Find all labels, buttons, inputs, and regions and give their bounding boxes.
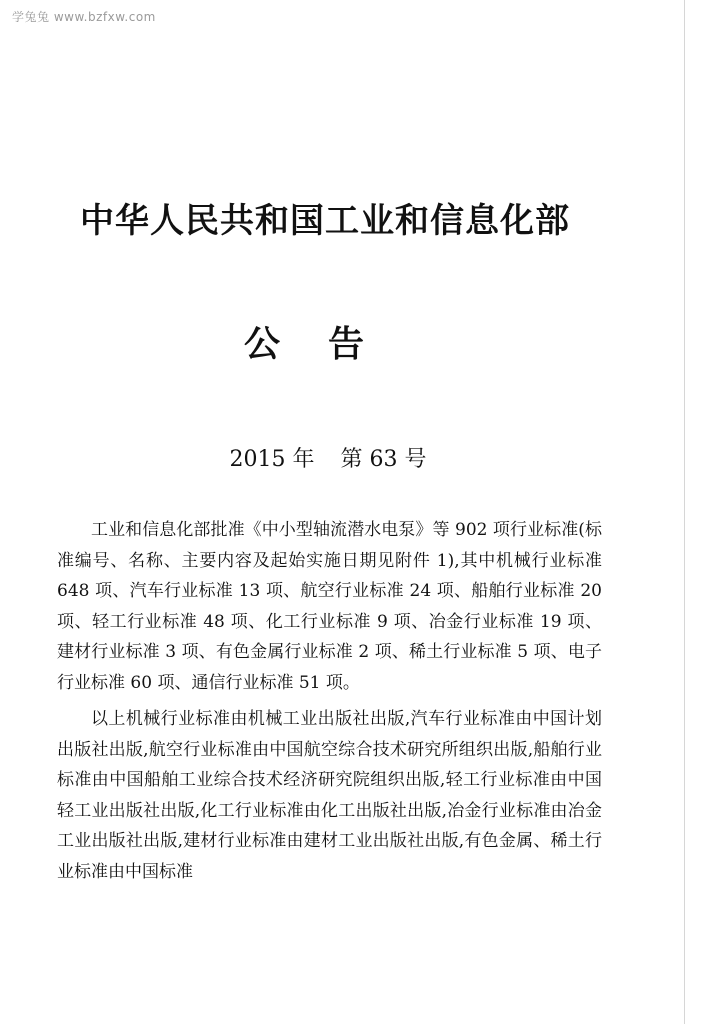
notice-year: 2015 年: [229, 447, 315, 472]
notice-body: [57, 515, 602, 893]
notice-title: 公告: [243, 324, 412, 365]
body-paragraph-1: 工业和信息化部批准《中小型轴流潜水电泵》等 902 项行业标准(标准编号、名称、主要内容及起始实施日期见附件 1),其中机械行业标准 648 项、汽车行业标准 13 项、航空行业标准 24 项、船舶行业标准 20 项、轻工行业标准 48 项、化工行业标准 9 项、冶金行业标准 19 项、建材行业标准 3 项、有色金属行业标准 2 项、稀土行业标准 5 项、电子行业标准 60 项、通信行业标准 51 项。: [57, 520, 602, 693]
page-edge-divider: [684, 0, 685, 1024]
watermark: 学兔兔 www.bzfxw.com: [12, 10, 156, 24]
body-paragraph-2: 以上机械行业标准由机械工业出版社出版,汽车行业标准由中国计划出版社出版,航空行业标准由中国航空综合技术研究所组织出版,船舶行业标准由中国船舶工业综合技术经济研究院组织出版,轻工行业标准由中国轻工业出版社出版,化工行业标准由化工出版社出版,冶金行业标准由冶金工业出版社出版,建材行业标准由建材工业出版社出版,有色金属、稀土行业标准由中国标准: [57, 709, 602, 882]
notice-no: 第 63 号: [340, 447, 427, 472]
notice-number: [0, 442, 656, 473]
ministry-title: 中华人民共和国工业和信息化部: [80, 201, 570, 241]
